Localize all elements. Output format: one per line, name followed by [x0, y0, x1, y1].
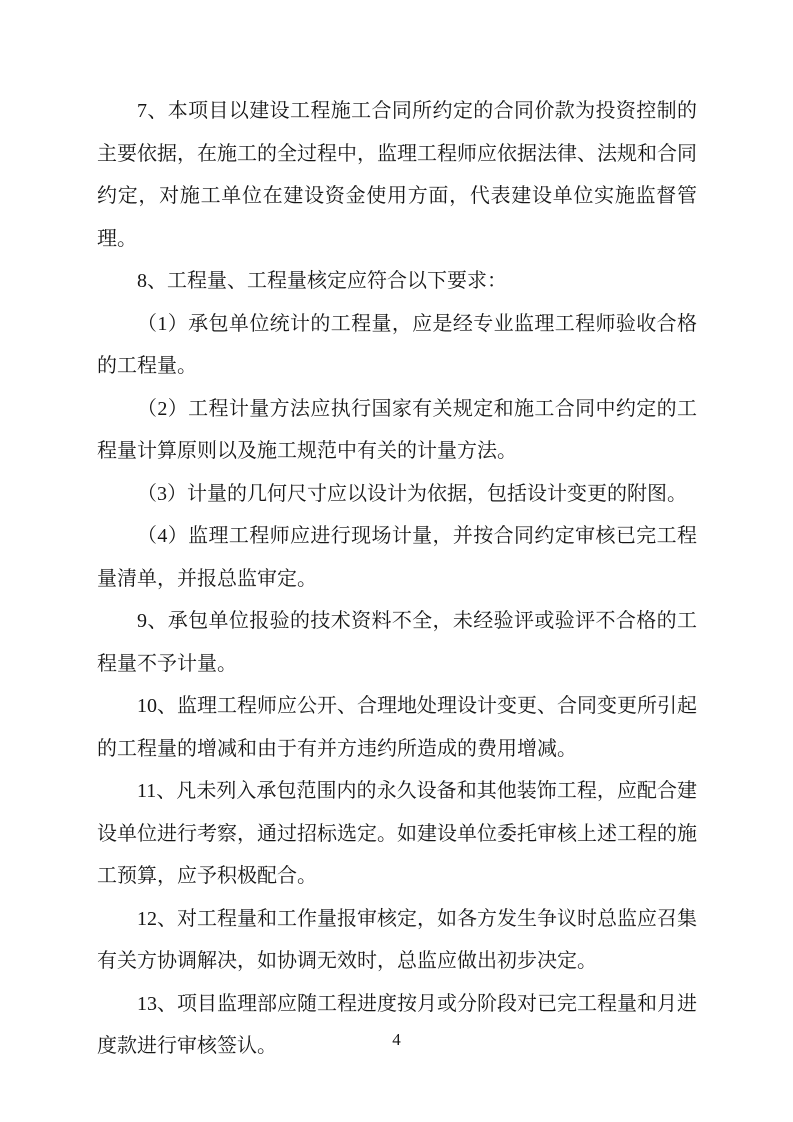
document-body	[97, 90, 697, 1068]
paragraph: （1）承包单位统计的工程量，应是经专业监理工程师验收合格的工程量。	[97, 312, 697, 377]
paragraph: （3）计量的几何尺寸应以设计为依据，包括设计变更的附图。	[137, 482, 687, 505]
page-number: 4	[392, 1030, 401, 1049]
paragraph: （2）工程计量方法应执行国家有关规定和施工合同中约定的工程量计算原则以及施工规范中有关的计量方法。	[97, 397, 697, 462]
paragraph: 9、承包单位报验的技术资料不全，未经验评或验评不合格的工程量不予计量。	[97, 610, 697, 675]
paragraph: 10、监理工程师应公开、合理地处理设计变更、合同变更所引起的工程量的增减和由于有并方违约所造成的费用增减。	[97, 695, 697, 760]
paragraph: （4）监理工程师应进行现场计量，并按合同约定审核已完工程量清单，并报总监审定。	[97, 525, 697, 590]
page-footer	[0, 1030, 793, 1050]
paragraph: 8、工程量、工程量核定应符合以下要求：	[137, 270, 507, 292]
paragraph: 13、项目监理部应随工程进度按月或分阶段对已完工程量和月进度款进行审核签认。	[97, 992, 697, 1057]
paragraph: 11、凡未列入承包范围内的永久设备和其他装饰工程，应配合建设单位进行考察，通过招标选定。如建设单位委托审核上述工程的施工预算，应予积极配合。	[97, 780, 697, 887]
paragraph: 12、对工程量和工作量报审核定，如各方发生争议时总监应召集有关方协调解决，如协调无效时，总监应做出初步决定。	[97, 907, 697, 972]
paragraph: 7、本项目以建设工程施工合同所约定的合同价款为投资控制的主要依据，在施工的全过程中，监理工程师应依据法律、法规和合同约定，对施工单位在建设资金使用方面，代表建设单位实施监督管理。	[97, 100, 697, 250]
